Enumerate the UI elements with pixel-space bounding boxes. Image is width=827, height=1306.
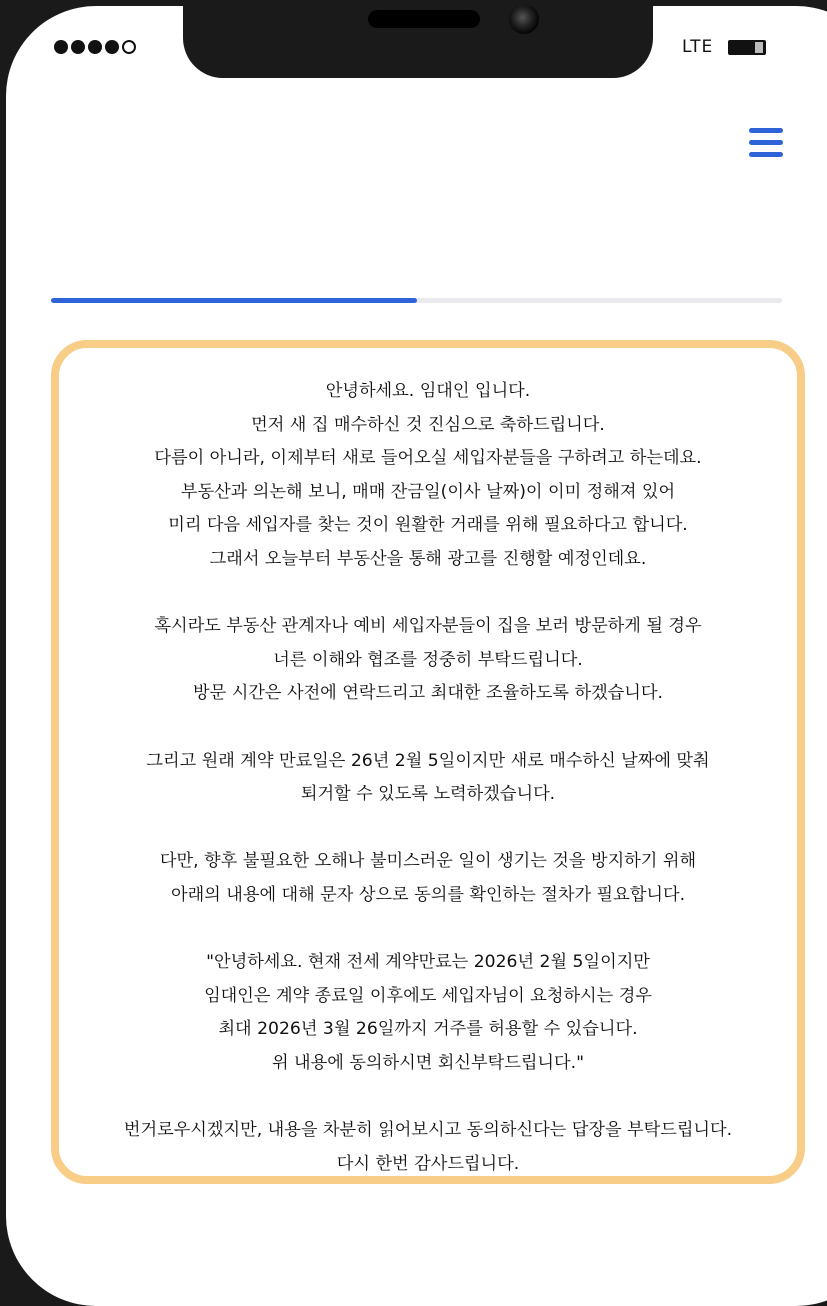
speaker-grille [368,10,480,28]
message-line: 먼저 새 집 매수하신 것 진심으로 축하드립니다. [251,414,605,435]
message-line: 그리고 원래 계약 만료일은 26년 2월 5일이지만 새로 매수하신 날짜에 맞춰 [146,750,710,771]
message-paragraph [59,610,797,711]
message-line: 퇴거할 수 있도록 노력하겠습니다. [300,784,556,805]
progress-bar-fill [51,298,417,303]
message-line: 다름이 아니라, 이제부터 새로 들어오실 세입자분들을 구하려고 하는데요. [154,448,702,469]
message-line: 그래서 오늘부터 부동산을 통해 광고를 진행할 예정인데요. [209,548,647,569]
message-line: 아래의 내용에 대해 문자 상으로 동의를 확인하는 절차가 필요합니다. [170,884,686,905]
message-line: 혹시라도 부동산 관계자나 예비 세입자분들이 집을 보러 방문하게 될 경우 [154,616,702,637]
message-line: 임대인은 계약 종료일 이후에도 세입자님이 요청하시는 경우 [204,985,652,1006]
progress-bar [51,298,782,303]
message-line: 너른 이해와 협조를 정중히 부탁드립니다. [273,649,583,670]
message-line: 다만, 향후 불필요한 오해나 불미스러운 일이 생기는 것을 방지하기 위해 [159,851,697,872]
message-line: 부동산과 의논해 보니, 매매 잔금일(이사 날짜)이 이미 정해져 있어 [180,481,676,502]
message-line: 최대 2026년 3월 26일까지 거주를 허용할 수 있습니다. [218,1019,638,1040]
notch [183,6,653,78]
message-paragraph [59,946,797,1080]
signal-strength-icon [54,40,136,54]
message-card [51,340,805,1184]
message-line: 미리 다음 세입자를 찾는 것이 원활한 거래를 위해 필요하다고 합니다. [168,515,688,536]
signal-dot [88,40,102,54]
network-type-label: LTE [682,37,714,57]
message-paragraph [59,745,797,812]
message-line: "안녕하세요. 현재 전세 계약만료는 2026년 2월 5일이지만 [206,952,650,973]
signal-dot [105,40,119,54]
message-line: 다시 한번 감사드립니다. [336,1153,520,1174]
signal-dot [54,40,68,54]
message-line: 번거로우시겠지만, 내용을 차분히 읽어보시고 동의하신다는 답장을 부탁드립니다. [123,1120,733,1141]
message-paragraph [59,375,797,577]
phone-screen [6,6,827,1306]
message-paragraph [59,845,797,912]
front-camera [509,6,539,34]
message-line: 안녕하세요. 임대인 입니다. [325,381,531,401]
signal-dot [71,40,85,54]
message-line: 위 내용에 동의하시면 회신부탁드립니다." [271,1052,584,1073]
battery-icon [728,40,766,55]
signal-dot-empty [122,40,136,54]
hamburger-menu-icon[interactable] [749,124,783,160]
message-paragraph [59,1114,797,1181]
message-line: 방문 시간은 사전에 연락드리고 최대한 조율하도록 하겠습니다. [193,683,663,704]
